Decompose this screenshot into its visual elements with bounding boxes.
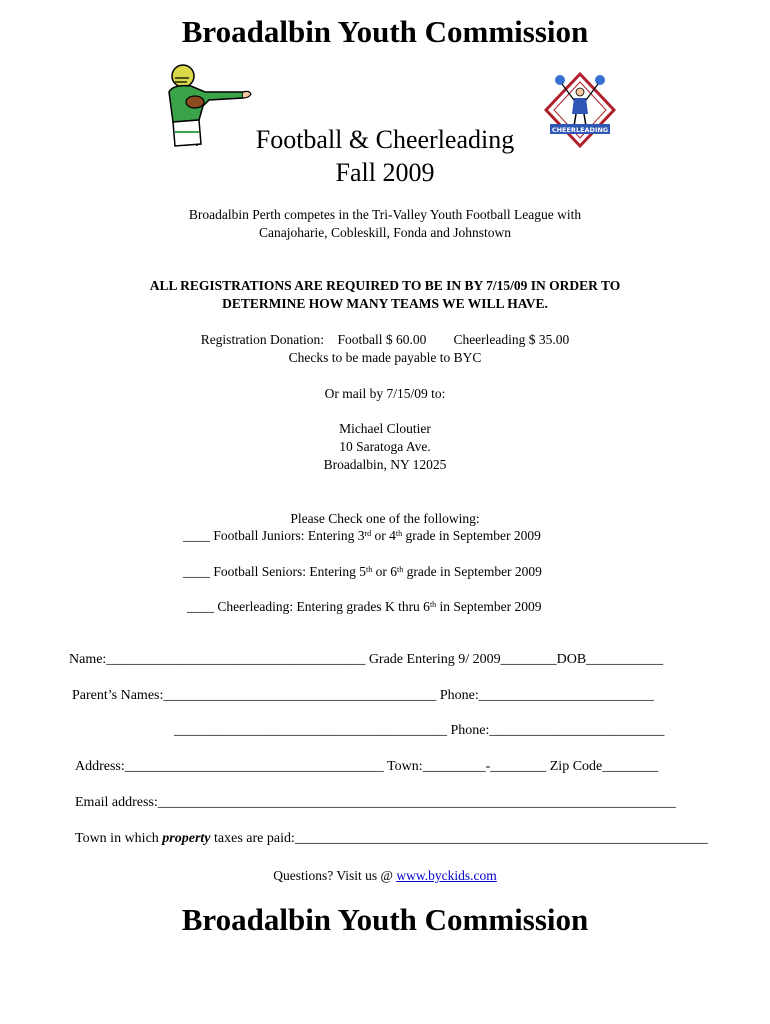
donation-line bbox=[0, 331, 770, 349]
checks-payable: Checks to be made payable to BYC bbox=[288, 350, 482, 365]
option-text: or 4 bbox=[371, 528, 396, 543]
parents-names-field[interactable]: Parent’s Names:_______________________________________ Phone:_________________________ bbox=[72, 688, 654, 703]
option-cheerleading[interactable] bbox=[187, 598, 542, 616]
superscript: th bbox=[395, 529, 403, 538]
mail-name: Michael Cloutier bbox=[339, 421, 431, 436]
options-prompt: Please Check one of the following: bbox=[290, 511, 480, 526]
property-tax-town-field[interactable] bbox=[75, 831, 708, 847]
deadline-notice-line1: ALL REGISTRATIONS ARE REQUIRED TO BE IN BY 7/15/09 IN ORDER TO bbox=[149, 278, 621, 293]
deadline-notice-line2: DETERMINE HOW MANY TEAMS WE WILL HAVE. bbox=[222, 296, 548, 311]
checkbox-blank[interactable]: ____ bbox=[183, 528, 210, 543]
intro-line2: Canajoharie, Cobleskill, Fonda and Johnstown bbox=[259, 225, 511, 240]
footer-title: Broadalbin Youth Commission bbox=[181, 902, 589, 937]
email-field[interactable]: Email address:__________________________________________________________________________ bbox=[75, 795, 676, 810]
heading-line2: Fall 2009 bbox=[335, 158, 435, 187]
superscript: th bbox=[429, 600, 437, 609]
option-football-juniors[interactable] bbox=[183, 527, 541, 545]
superscript: th bbox=[366, 565, 373, 574]
superscript: rd bbox=[364, 529, 372, 538]
address-town-zip-field[interactable]: Address:_____________________________________ Town:_________-________ Zip Code________ bbox=[75, 759, 659, 774]
checkbox-blank[interactable]: ____ bbox=[187, 599, 214, 614]
option-text: grade in September 2009 bbox=[403, 564, 542, 579]
option-football-seniors[interactable] bbox=[183, 563, 542, 581]
tax-label-emphasis: property bbox=[162, 831, 211, 846]
option-text: Football Seniors: Entering 5 bbox=[213, 564, 366, 579]
option-text: Cheerleading: Entering grades K thru 6 bbox=[217, 599, 430, 614]
option-text: in September 2009 bbox=[436, 599, 542, 614]
cheer-fee: Cheerleading $ 35.00 bbox=[453, 332, 570, 347]
name-grade-dob-field[interactable]: Name:_____________________________________ Grade Entering 9/ 2009________DOB___________ bbox=[69, 652, 664, 667]
questions-line bbox=[0, 867, 770, 885]
option-text: Football Juniors: Entering 3 bbox=[213, 528, 365, 543]
page-title: Broadalbin Youth Commission bbox=[181, 14, 589, 49]
parents-second-line-field[interactable]: _______________________________________ Phone:_________________________ bbox=[174, 723, 665, 738]
website-link[interactable]: www.byckids.com bbox=[396, 868, 497, 883]
superscript: th bbox=[396, 565, 404, 574]
mail-street: 10 Saratoga Ave. bbox=[339, 439, 431, 454]
cheerleading-logo-text: CHEERLEADING bbox=[551, 126, 609, 134]
questions-text: Questions? Visit us @ bbox=[273, 868, 397, 883]
option-text: grade in September 2009 bbox=[402, 528, 541, 543]
mail-intro: Or mail by 7/15/09 to: bbox=[324, 386, 446, 401]
donation-label: Registration Donation: bbox=[200, 332, 325, 347]
mail-city: Broadalbin, NY 12025 bbox=[323, 457, 447, 472]
option-text: or 6 bbox=[372, 564, 397, 579]
checkbox-blank[interactable]: ____ bbox=[183, 564, 210, 579]
intro-line1: Broadalbin Perth competes in the Tri-Valley Youth Football League with bbox=[188, 207, 582, 222]
football-fee: Football $ 60.00 bbox=[337, 332, 427, 347]
tax-label: Town in which bbox=[75, 831, 163, 846]
heading-line1: Football & Cheerleading bbox=[255, 125, 515, 154]
tax-label-line: taxes are paid:___________________________________________________________ bbox=[210, 831, 708, 846]
